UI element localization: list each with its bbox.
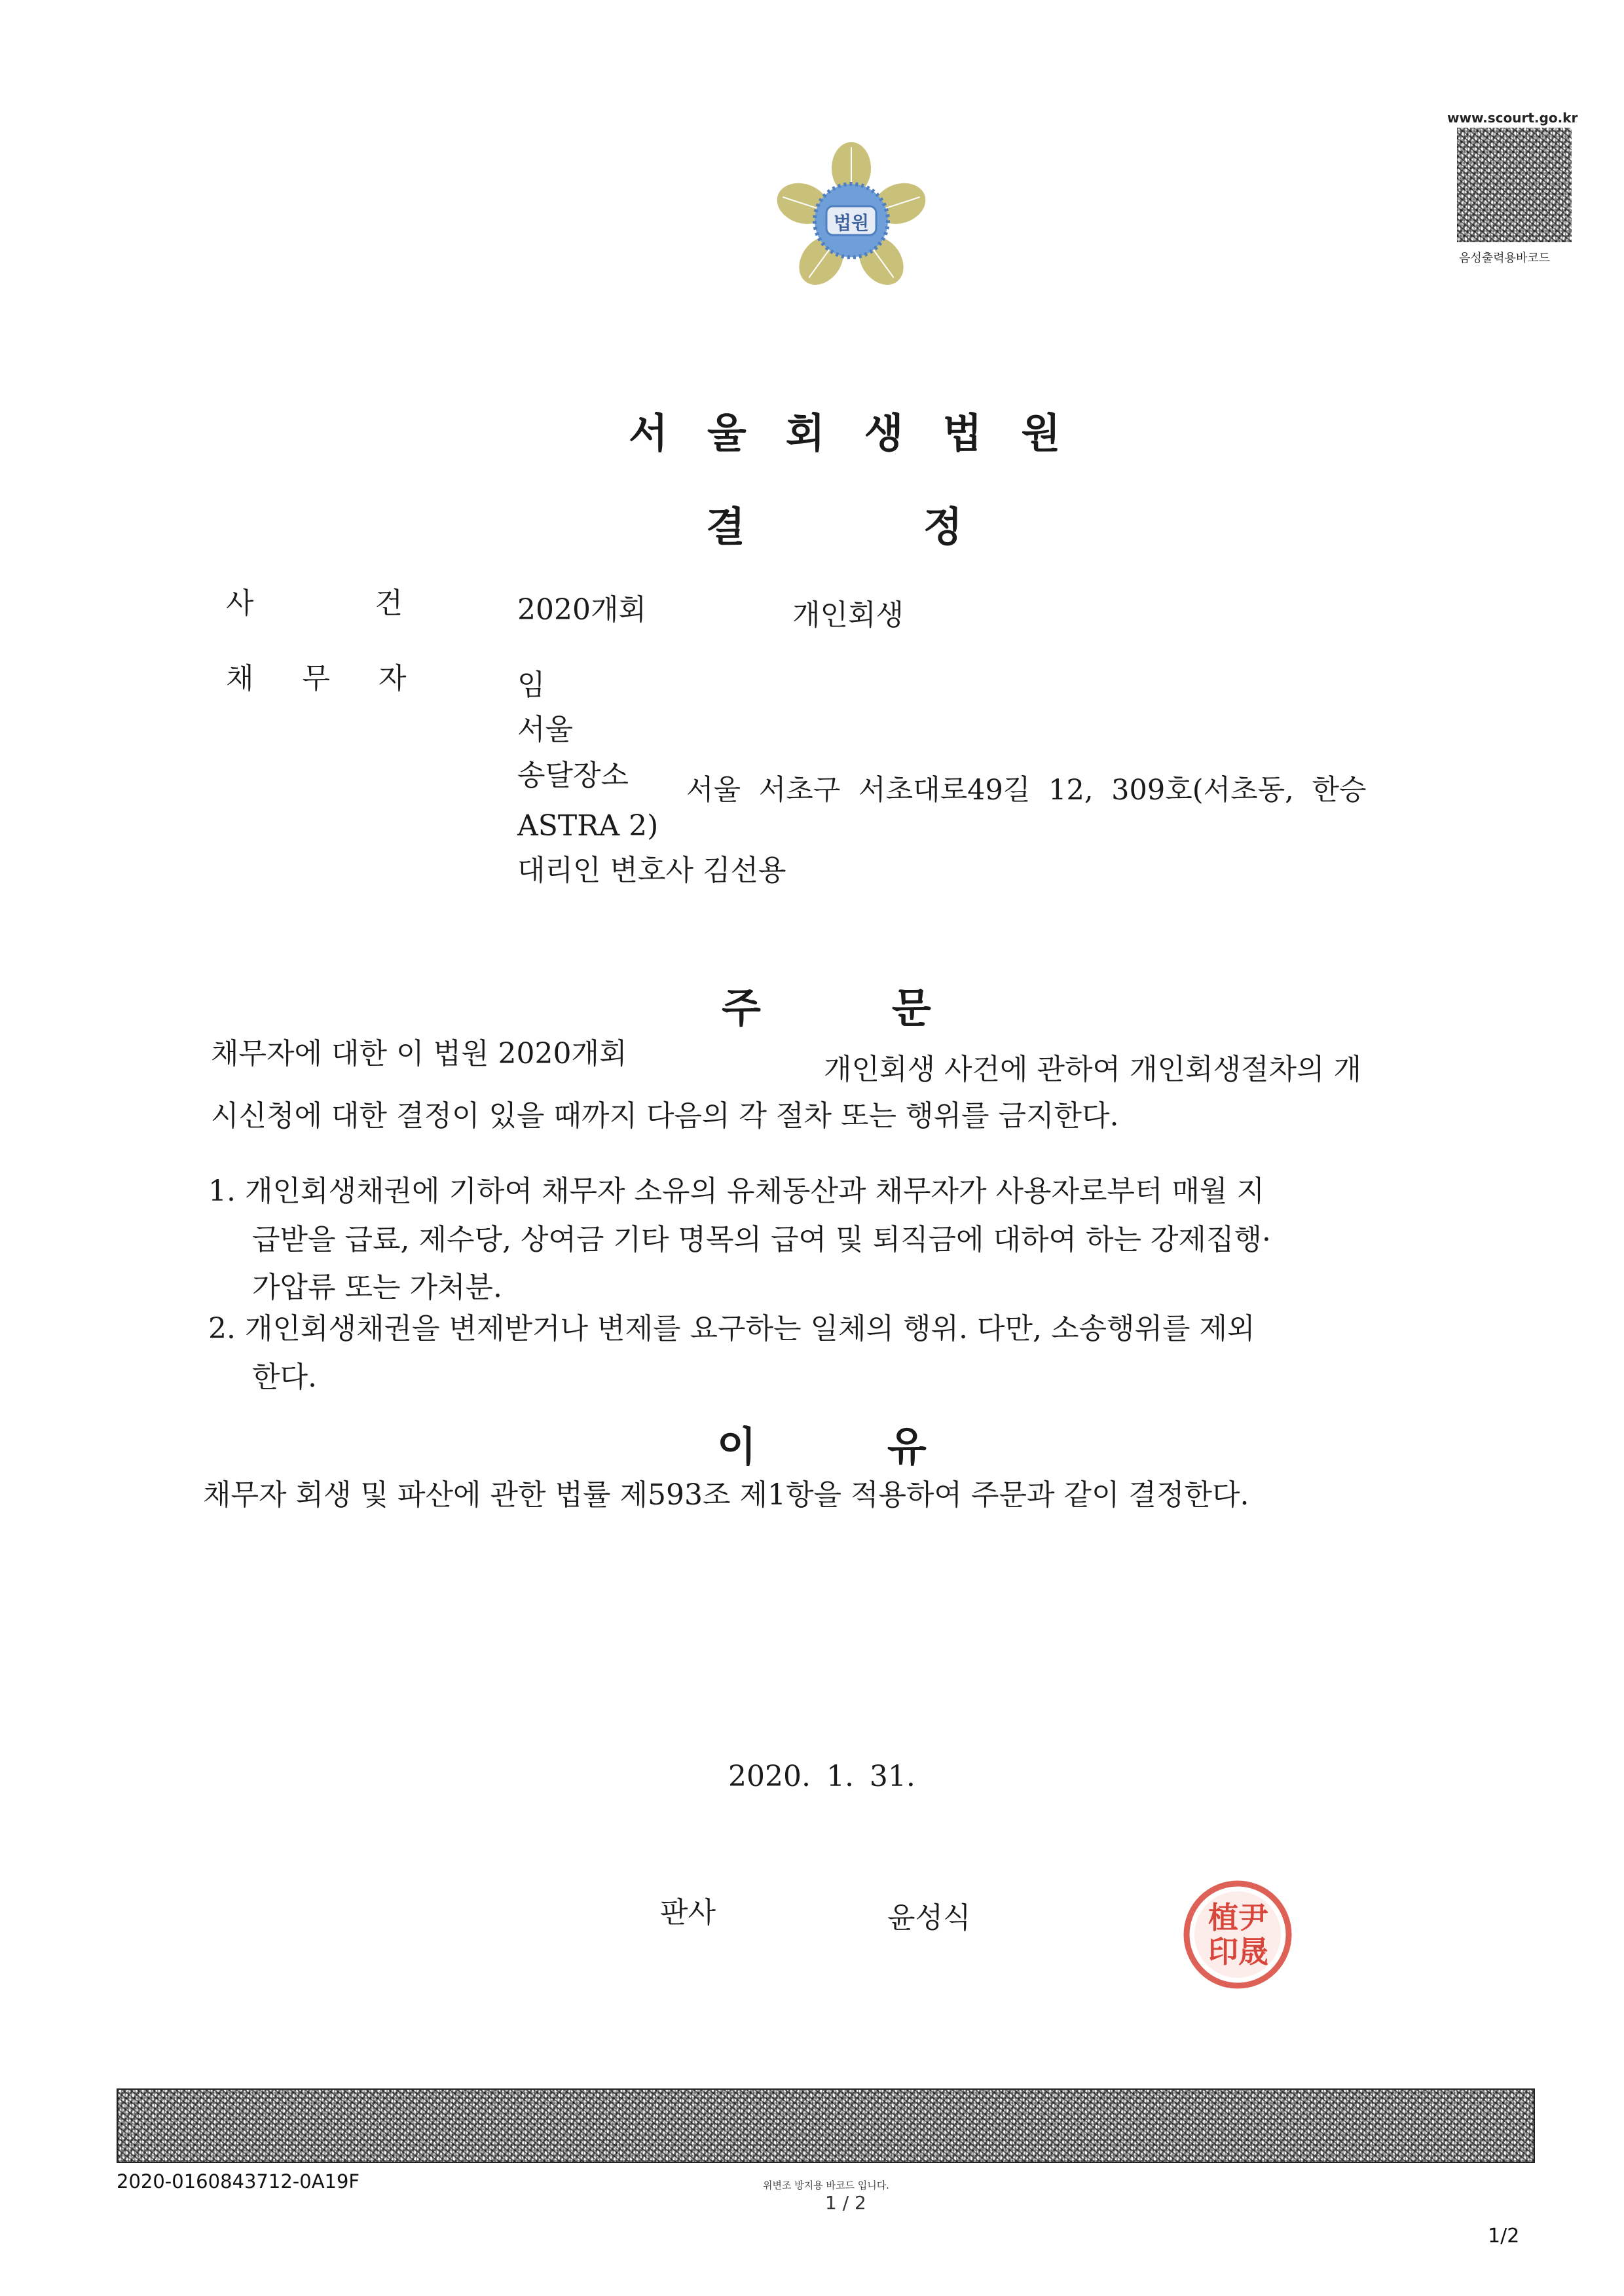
page-number-right: 1/2 [1488, 2225, 1520, 2248]
judge-title: 판사 [660, 1896, 716, 1929]
order-heading: 주문 [722, 984, 1062, 1032]
document-type [706, 494, 1141, 553]
decision-date: 2020. 1. 31. [728, 1760, 915, 1793]
service-address-label: 송달장소 [517, 759, 629, 792]
audio-barcode [1457, 128, 1572, 242]
emblem-text: 법원 [833, 212, 870, 234]
case-label: 사건 [226, 587, 525, 620]
document-id: 2020-0160843712-0A19F [117, 2170, 360, 2193]
debtor-name: 임 [517, 668, 545, 702]
document-type-text: 결정 [706, 503, 1141, 551]
service-address-line2: ASTRA 2) [517, 809, 659, 843]
service-address-line1: 서울 서초구 서초대로49길 12, 309호(서초동, 한승 [686, 774, 1367, 807]
reason-text: 채무자 회생 및 파산에 관한 법률 제593조 제1항을 적용하여 주문과 같이 결정한다. [203, 1478, 1249, 1512]
barcode-caption: 위변조 방지용 바코드 입니다. [763, 2179, 889, 2191]
order-intro-part2: 개인회생 사건에 관하여 개인회생절차의 개 [824, 1053, 1362, 1086]
debtor-label: 채무자 [226, 662, 455, 695]
court-emblem [773, 141, 930, 298]
debtor-address: 서울 [517, 713, 574, 746]
order-item2-line2: 한다. [252, 1360, 317, 1394]
judge-name: 윤성식 [887, 1901, 971, 1935]
attorney: 대리인 변호사 김선용 [517, 854, 786, 887]
order-item2-line1: 2. 개인회생채권을 변제받거나 변제를 요구하는 일체의 행위. 다만, 소송행위를 제외 [208, 1312, 1255, 1345]
reason-heading: 이유 [717, 1423, 1058, 1470]
judge-seal [1179, 1876, 1297, 1994]
seal-text: 植尹印晟 [1208, 1900, 1268, 1969]
audio-barcode-label: 음성출력용바코드 [1459, 251, 1551, 265]
order-intro-line2: 시신청에 대한 결정이 있을 때까지 다음의 각 절차 또는 행위를 금지한다. [211, 1099, 1119, 1133]
order-item1-line1: 1. 개인회생채권에 기하여 채무자 소유의 유체동산과 채무자가 사용자로부터 매월 지 [208, 1175, 1264, 1208]
anti-forgery-barcode [117, 2088, 1535, 2163]
court-name: 서울회생법원 [629, 409, 1100, 457]
page-number-center: 1 / 2 [825, 2192, 866, 2214]
order-item1-line2: 급받을 급료, 제수당, 상여금 기타 명목의 급여 및 퇴직금에 대하여 하는 강제집행· [252, 1223, 1271, 1256]
order-intro-part1: 채무자에 대한 이 법원 2020개회 [211, 1037, 627, 1070]
court-url: www.scourt.go.kr [1447, 110, 1578, 126]
case-number: 2020개회 [517, 593, 646, 627]
order-item1-line3: 가압류 또는 가처분. [252, 1271, 502, 1304]
case-type: 개인회생 [792, 598, 904, 632]
